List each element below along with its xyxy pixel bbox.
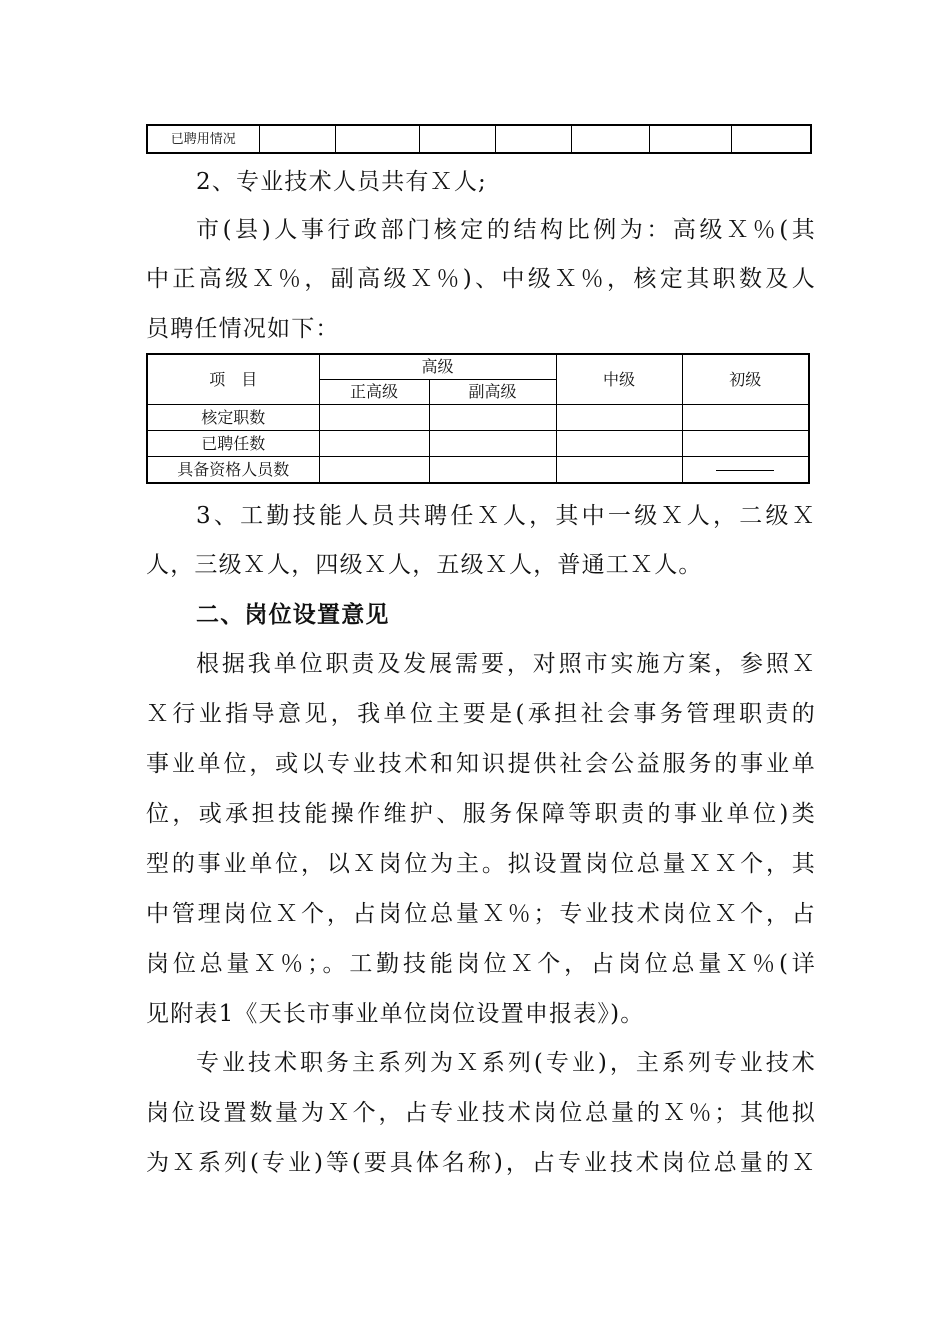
paragraph-line: 根据我单位职责及发展需要，对照市实施方案，参照Ｘ bbox=[196, 651, 816, 677]
dash-mark bbox=[716, 470, 774, 471]
table-cell bbox=[682, 457, 809, 484]
row-label: 已聘任数 bbox=[147, 431, 319, 457]
paragraph-line: 市(县)人事行政部门核定的结构比例为：高级Ｘ％(其 bbox=[196, 217, 816, 243]
section-heading: 二、岗位设置意见 bbox=[196, 602, 390, 628]
table-cell bbox=[429, 405, 556, 431]
paragraph-line: 岗位设置数量为Ｘ个，占专业技术岗位总量的Ｘ％；其他拟 bbox=[146, 1100, 816, 1126]
paragraph-line: 2、专业技术人员共有Ｘ人; bbox=[196, 169, 487, 195]
paragraph-line: 3、工勤技能人员共聘任Ｘ人，其中一级Ｘ人，二级Ｘ bbox=[196, 503, 816, 529]
table-cell bbox=[429, 431, 556, 457]
paragraph-line: 事业单位，或以专业技术和知识提供社会公益服务的事业单 bbox=[146, 751, 816, 777]
paragraph-line: Ｘ行业指导意见，我单位主要是(承担社会事务管理职责的 bbox=[146, 701, 816, 727]
header-junior: 初级 bbox=[682, 354, 809, 405]
paragraph-line: 中正高级Ｘ％，副高级Ｘ％)、中级Ｘ％，核定其职数及人 bbox=[146, 266, 816, 292]
table-row bbox=[147, 354, 809, 380]
structure-ratio-table bbox=[146, 353, 810, 484]
paragraph-line: 员聘任情况如下： bbox=[146, 316, 340, 342]
paragraph-line: 见附表1《天长市事业单位岗位设置申报表》)。 bbox=[146, 1001, 645, 1027]
paragraph-line: 为Ｘ系列(专业)等(要具体名称)，占专业技术岗位总量的Ｘ bbox=[146, 1150, 816, 1176]
header-senior: 高级 bbox=[319, 354, 556, 380]
paragraph-line: 位，或承担技能操作维护、服务保障等职责的事业单位)类 bbox=[146, 801, 816, 827]
header-item: 项 目 bbox=[147, 354, 319, 405]
table-cell bbox=[319, 431, 429, 457]
header-senior-full: 正高级 bbox=[319, 380, 429, 405]
row-label: 核定职数 bbox=[147, 405, 319, 431]
table-cell bbox=[319, 457, 429, 484]
paragraph-line: 专业技术职务主系列为Ｘ系列(专业)，主系列专业技术 bbox=[196, 1050, 816, 1076]
table-row bbox=[147, 457, 809, 484]
header-middle: 中级 bbox=[556, 354, 682, 405]
table-cell bbox=[495, 125, 571, 153]
row-label: 具备资格人员数 bbox=[147, 457, 319, 484]
table-cell bbox=[556, 431, 682, 457]
table-cell bbox=[419, 125, 495, 153]
table-cell bbox=[682, 405, 809, 431]
table-cell bbox=[556, 457, 682, 484]
table-cell bbox=[556, 405, 682, 431]
table-cell bbox=[429, 457, 556, 484]
paragraph-line: 人，三级Ｘ人，四级Ｘ人，五级Ｘ人，普通工Ｘ人。 bbox=[146, 552, 703, 578]
table-cell bbox=[731, 125, 811, 153]
row-label: 已聘用情况 bbox=[147, 125, 259, 153]
paragraph-line: 型的事业单位，以Ｘ岗位为主。拟设置岗位总量ＸＸ个，其 bbox=[146, 851, 816, 877]
table-cell bbox=[319, 405, 429, 431]
table-row bbox=[147, 431, 809, 457]
table-row bbox=[147, 405, 809, 431]
header-senior-deputy: 副高级 bbox=[429, 380, 556, 405]
table-cell bbox=[682, 431, 809, 457]
table-cell bbox=[259, 125, 335, 153]
table-cell bbox=[335, 125, 419, 153]
paragraph-line: 岗位总量Ｘ％；。工勤技能岗位Ｘ个，占岗位总量Ｘ％(详 bbox=[146, 951, 816, 977]
table-cell bbox=[649, 125, 731, 153]
paragraph-line: 中管理岗位Ｘ个，占岗位总量Ｘ％；专业技术岗位Ｘ个，占 bbox=[146, 901, 816, 927]
table-cell bbox=[571, 125, 649, 153]
table-row bbox=[147, 125, 811, 153]
employment-status-table bbox=[146, 124, 812, 154]
